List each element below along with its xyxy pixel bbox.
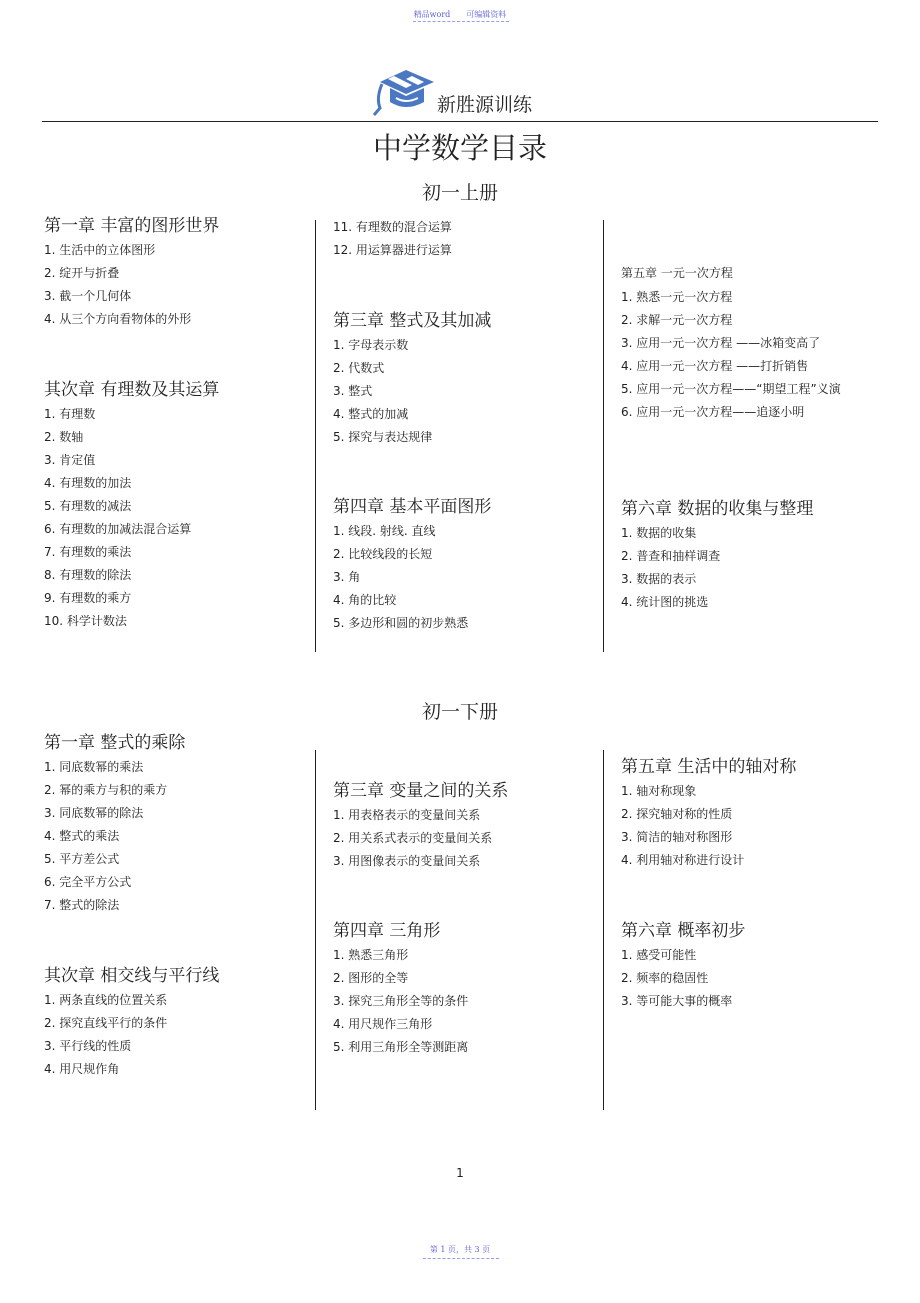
column-divider xyxy=(603,220,604,652)
chapter-title: 第五章 一元一次方程 xyxy=(621,266,733,280)
lesson-item: 3. 同底数幂的除法 xyxy=(44,806,144,820)
lesson-item: 1. 有理数 xyxy=(44,407,96,421)
chapter-title: 第四章 三角形 xyxy=(333,921,441,941)
lesson-item: 3. 截一个几何体 xyxy=(44,289,132,303)
lesson-item: 11. 有理数的混合运算 xyxy=(333,220,452,234)
chapter-title: 第三章 变量之间的关系 xyxy=(333,781,509,801)
lesson-item: 9. 有理数的乘方 xyxy=(44,591,132,605)
lesson-item: 1. 用表格表示的变量间关系 xyxy=(333,808,481,822)
lesson-item: 1. 熟悉一元一次方程 xyxy=(621,290,733,304)
lesson-item: 3. 等可能大事的概率 xyxy=(621,994,733,1008)
lesson-item: 1. 感受可能性 xyxy=(621,948,697,962)
lesson-item: 2. 数轴 xyxy=(44,430,84,444)
header-rule xyxy=(42,121,878,122)
section-title: 初一上册 xyxy=(421,182,498,204)
lesson-item: 5. 探究与表达规律 xyxy=(333,430,433,444)
footer-page-info: 第 1 页，共 3 页 xyxy=(429,1245,491,1254)
lesson-item: 6. 完全平方公式 xyxy=(44,875,132,889)
lesson-item: 5. 应用一元一次方程——“期望工程”义演 xyxy=(621,382,841,396)
column-divider xyxy=(315,220,316,652)
lesson-item: 3. 简洁的轴对称图形 xyxy=(621,830,733,844)
lesson-item: 4. 用尺规作三角形 xyxy=(333,1017,433,1031)
lesson-item: 1. 同底数幂的乘法 xyxy=(44,760,144,774)
brand-name: 新胜源训练 xyxy=(437,94,533,116)
header-watermark xyxy=(0,9,920,20)
lesson-item: 3. 肯定值 xyxy=(44,453,96,467)
lesson-item: 2. 比较线段的长短 xyxy=(333,547,433,561)
lesson-item: 4. 整式的乘法 xyxy=(44,829,120,843)
lesson-item: 1. 线段. 射线. 直线 xyxy=(333,524,436,538)
lesson-item: 4. 应用一元一次方程 ——打折销售 xyxy=(621,359,809,373)
lesson-item: 3. 用图像表示的变量间关系 xyxy=(333,854,481,868)
lesson-item: 3. 应用一元一次方程 ——冰箱变高了 xyxy=(621,336,821,350)
chapter-title: 第三章 整式及其加减 xyxy=(333,311,492,331)
lesson-item: 4. 整式的加减 xyxy=(333,407,409,421)
lesson-item: 6. 应用一元一次方程——追逐小明 xyxy=(621,405,805,419)
lesson-item: 3. 数据的表示 xyxy=(621,572,697,586)
header-dash xyxy=(413,21,509,22)
chapter-block xyxy=(333,309,573,449)
chapter-title: 第六章 数据的收集与整理 xyxy=(621,499,814,519)
lesson-item: 3. 整式 xyxy=(333,384,373,398)
page-number: 1 xyxy=(456,1166,464,1180)
lesson-item: 8. 有理数的除法 xyxy=(44,568,132,582)
section-title: 初一下册 xyxy=(421,701,498,723)
graduation-cap-logo-icon xyxy=(372,68,438,116)
lesson-item: 1. 生活中的立体图形 xyxy=(44,243,156,257)
chapter-block xyxy=(44,731,284,917)
lesson-item: 2. 图形的全等 xyxy=(333,971,409,985)
lesson-item: 3. 平行线的性质 xyxy=(44,1039,132,1053)
lesson-item: 4. 角的比较 xyxy=(333,593,397,607)
chapter-block xyxy=(333,216,573,262)
chapter-block xyxy=(333,495,573,635)
lesson-item: 4. 用尺规作角 xyxy=(44,1062,120,1076)
chapter-block xyxy=(44,378,284,633)
lesson-item: 4. 有理数的加法 xyxy=(44,476,132,490)
page-title: 中学数学目录 xyxy=(372,131,547,165)
chapter-block xyxy=(333,919,573,1059)
chapter-block xyxy=(44,964,284,1081)
lesson-item: 2. 绽开与折叠 xyxy=(44,266,120,280)
lesson-item: 2. 频率的稳固性 xyxy=(621,971,709,985)
lesson-item: 2. 探究直线平行的条件 xyxy=(44,1016,168,1030)
chapter-title: 第一章 整式的乘除 xyxy=(44,733,186,753)
column-divider xyxy=(603,750,604,1110)
lesson-item: 4. 从三个方向看物体的外形 xyxy=(44,312,192,326)
chapter-block xyxy=(621,919,861,1013)
lesson-item: 2. 用关系式表示的变量间关系 xyxy=(333,831,493,845)
header-left: 精品word xyxy=(413,10,451,19)
chapter-title: 其次章 相交线与平行线 xyxy=(44,966,220,986)
lesson-item: 2. 幂的乘方与积的乘方 xyxy=(44,783,168,797)
lesson-item: 2. 普查和抽样调查 xyxy=(621,549,721,563)
lesson-item: 2. 求解一元一次方程 xyxy=(621,313,733,327)
chapter-block xyxy=(333,779,573,873)
lesson-item: 7. 有理数的乘法 xyxy=(44,545,132,559)
lesson-item: 5. 平方差公式 xyxy=(44,852,120,866)
chapter-block xyxy=(621,755,861,872)
chapter-title: 第五章 生活中的轴对称 xyxy=(621,757,797,777)
chapter-title: 第一章 丰富的图形世界 xyxy=(44,216,220,236)
lesson-item: 10. 科学计数法 xyxy=(44,614,127,628)
lesson-item: 1. 字母表示数 xyxy=(333,338,409,352)
chapter-title: 其次章 有理数及其运算 xyxy=(44,380,220,400)
lesson-item: 2. 代数式 xyxy=(333,361,385,375)
lesson-item: 4. 利用轴对称进行设计 xyxy=(621,853,745,867)
chapter-title: 第四章 基本平面图形 xyxy=(333,497,492,517)
footer-dash xyxy=(423,1258,499,1259)
chapter-block xyxy=(621,261,861,424)
lesson-item: 1. 熟悉三角形 xyxy=(333,948,409,962)
lesson-item: 4. 统计图的挑选 xyxy=(621,595,709,609)
lesson-item: 1. 数据的收集 xyxy=(621,526,697,540)
lesson-item: 1. 轴对称现象 xyxy=(621,784,697,798)
header-right: 可编辑资料 xyxy=(466,10,507,19)
chapter-block xyxy=(621,497,861,614)
chapter-title: 第六章 概率初步 xyxy=(621,921,746,941)
column-divider xyxy=(315,750,316,1110)
lesson-item: 7. 整式的除法 xyxy=(44,898,120,912)
lesson-item: 6. 有理数的加减法混合运算 xyxy=(44,522,192,536)
lesson-item: 5. 多边形和圆的初步熟悉 xyxy=(333,616,469,630)
chapter-block xyxy=(44,214,284,331)
lesson-item: 5. 利用三角形全等测距离 xyxy=(333,1040,469,1054)
lesson-item: 3. 角 xyxy=(333,570,361,584)
lesson-item: 12. 用运算器进行运算 xyxy=(333,243,452,257)
lesson-item: 2. 探究轴对称的性质 xyxy=(621,807,733,821)
lesson-item: 1. 两条直线的位置关系 xyxy=(44,993,168,1007)
lesson-item: 5. 有理数的减法 xyxy=(44,499,132,513)
lesson-item: 3. 探究三角形全等的条件 xyxy=(333,994,469,1008)
